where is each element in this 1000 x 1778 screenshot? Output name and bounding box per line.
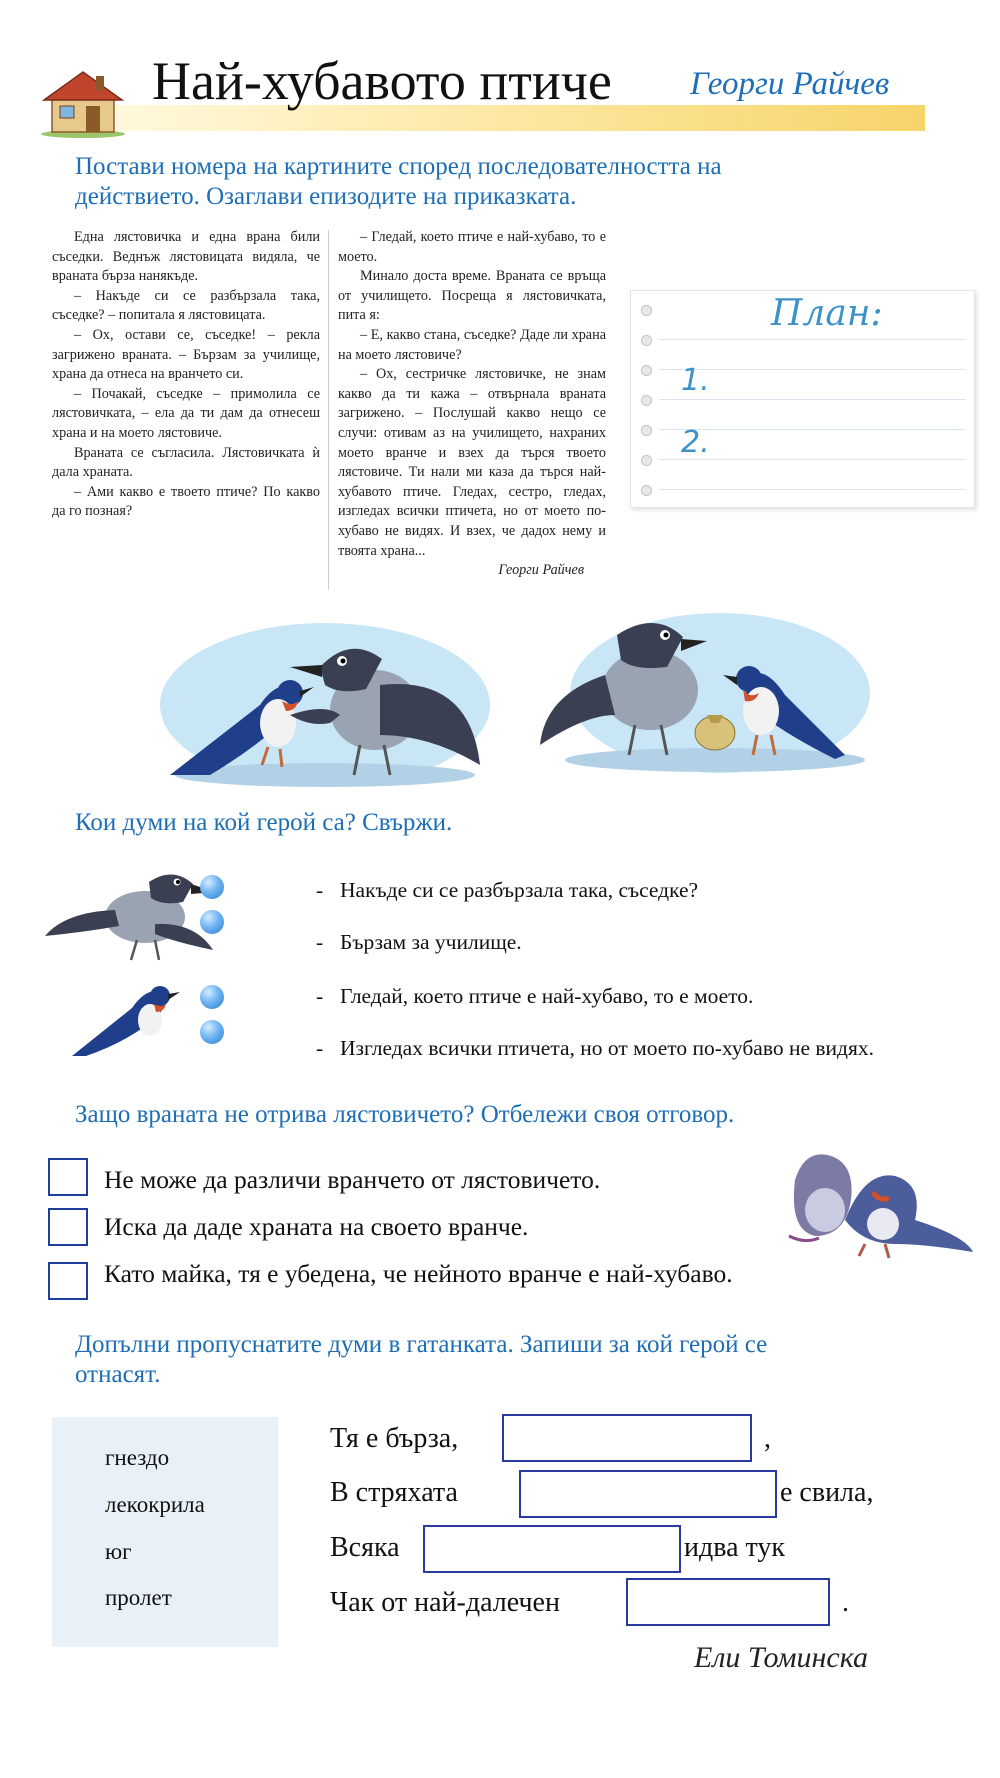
story-paragraph: Една лястовичка и една врана били съседки. Веднъж лястовицата видяла, че враната бърза нанякъде.	[52, 229, 320, 285]
riddle-author: Ели Томинска	[694, 1641, 868, 1674]
word-bank-item[interactable]: пролет	[105, 1585, 172, 1610]
quote-2[interactable]: - Бързам за училище.	[316, 930, 522, 954]
page-title: Най-хубавото птиче	[152, 51, 612, 111]
binder-hole	[641, 305, 652, 316]
quote-4[interactable]: - Изгледах всички птичета, но от моето по-хубаво не видях.	[316, 1036, 874, 1060]
riddle-line-4-start: Чак от най-далечен	[330, 1587, 560, 1618]
riddle-line-3-end: идва тук	[684, 1532, 785, 1563]
task1-heading	[75, 152, 722, 212]
word-bank-item[interactable]: гнездо	[105, 1445, 170, 1470]
story-signature: Георги Райчев	[498, 562, 584, 579]
house-icon	[38, 66, 128, 138]
connect-dot-crow-2[interactable]	[200, 910, 224, 934]
task1-heading-line1: Постави номера на картините според последователността на	[75, 153, 722, 180]
binder-hole	[641, 365, 652, 376]
story-paragraph: Минало доста време. Враната се връща от училището. Посреща я лястовичката, пита я:	[338, 268, 606, 324]
binder-hole	[641, 425, 652, 436]
story-paragraph: – Почакай, съседке – примолила се лястовичката, – ела да ти дам да отнесеш храна и на моето лястовиче.	[52, 385, 320, 441]
answer-checkbox-1[interactable]	[48, 1158, 88, 1196]
crow-icon	[45, 862, 215, 962]
riddle-blank-2[interactable]	[519, 1470, 777, 1518]
plan-item-1[interactable]: 1.	[681, 363, 710, 398]
story-paragraph: Враната се съгласила. Лястовичката ѝ дала храната.	[52, 444, 320, 481]
scene-swallow-crow-talk[interactable]	[150, 615, 490, 795]
riddle-blank-4[interactable]	[626, 1578, 830, 1626]
word-bank-item[interactable]: юг	[105, 1539, 132, 1564]
answer-checkbox-3[interactable]	[48, 1262, 88, 1300]
riddle-blank-3[interactable]	[423, 1525, 681, 1573]
riddle-line-1-start: Тя е бърза,	[330, 1423, 459, 1454]
answer-label-3: Като майка, тя е убедена, че нейното вранче е най-хубаво.	[104, 1259, 733, 1288]
food-bag-icon	[695, 715, 735, 750]
word-bank	[52, 1417, 278, 1647]
plan-notepad	[630, 290, 975, 508]
answer-checkbox-2[interactable]	[48, 1208, 88, 1246]
task3-heading: Защо враната не отрива лястовичето? Отбележи своя отговор.	[75, 1101, 735, 1128]
bird-pair-icon	[775, 1140, 975, 1260]
word-bank-item[interactable]: лекокрила	[105, 1492, 205, 1517]
quote-1[interactable]: - Накъде си се разбързала така, съседке?	[316, 878, 699, 902]
quote-3[interactable]: - Гледай, което птиче е най-хубаво, то е моето.	[316, 984, 754, 1008]
binder-hole	[641, 395, 652, 406]
task4-heading-line1: Допълни пропуснатите думи в гатанката. Запиши за кой герой се	[75, 1331, 768, 1358]
riddle-line-3-start: Всяка	[330, 1532, 400, 1563]
plan-title: План:	[771, 293, 883, 334]
story-paragraph: – Е, какво стана, съседке? Даде ли храна на моето лястовиче?	[338, 326, 606, 363]
story-paragraph: – Накъде си се разбързала така, съседке? – попитала я лястовицата.	[52, 287, 320, 324]
riddle-blank-1[interactable]	[502, 1414, 752, 1462]
binder-hole	[641, 335, 652, 346]
page-author: Георги Райчев	[690, 66, 890, 102]
binder-hole	[641, 485, 652, 496]
connect-dot-swallow-2[interactable]	[200, 1020, 224, 1044]
story-column-1	[52, 228, 320, 522]
task4-heading	[75, 1330, 767, 1390]
answer-label-1: Не може да различи вранчето от лястовичето.	[104, 1165, 601, 1194]
riddle-line-2-start: В стряхата	[330, 1477, 458, 1508]
riddle-line-2-end: е свила,	[780, 1477, 874, 1508]
story-paragraph: – Ами какво е твоето птиче? По какво да го позная?	[52, 483, 320, 520]
story-column-2	[338, 228, 606, 581]
story-paragraph: – Ох, остави се, съседке! – рекла загрижено враната. – Бързам за училище, храна да отнеса на вранчето си.	[52, 326, 320, 383]
connect-dot-crow-1[interactable]	[200, 875, 224, 899]
answer-label-2: Иска да даде храната на своето вранче.	[104, 1212, 529, 1241]
riddle-line-1-end: ,	[764, 1423, 771, 1454]
binder-hole	[641, 455, 652, 466]
story-paragraph: – Гледай, което птиче е най-хубаво, то е моето.	[338, 229, 606, 265]
swallow-icon	[72, 968, 182, 1058]
riddle-line-4-end: .	[842, 1587, 849, 1618]
plan-item-2[interactable]: 2.	[681, 425, 710, 460]
story-paragraph: – Ох, сестричке лястовичке, не знам какво да ти кажа – отвърнала враната загрижено. – Послушай какво нещо се случи: отивам аз на училището, нахраних моето вранче и взех да търся твоето лястовиче. Ти нали ми каза да търся най-хубавото птиче. Гледах, сестро, гледах, изгледах всички птичета, но от моето по-хубаво не видях. И взех, че дадох нему и твоята храна...	[338, 366, 606, 559]
task1-heading-line2: действието. Озаглави епизодите на приказката.	[75, 183, 577, 210]
connect-dot-swallow-1[interactable]	[200, 985, 224, 1009]
task2-heading: Кои думи на кой герой са? Свържи.	[75, 809, 453, 836]
scene-crow-swallow-food[interactable]	[535, 605, 875, 780]
task4-heading-line2: отнасят.	[75, 1361, 161, 1388]
column-divider	[328, 230, 329, 590]
